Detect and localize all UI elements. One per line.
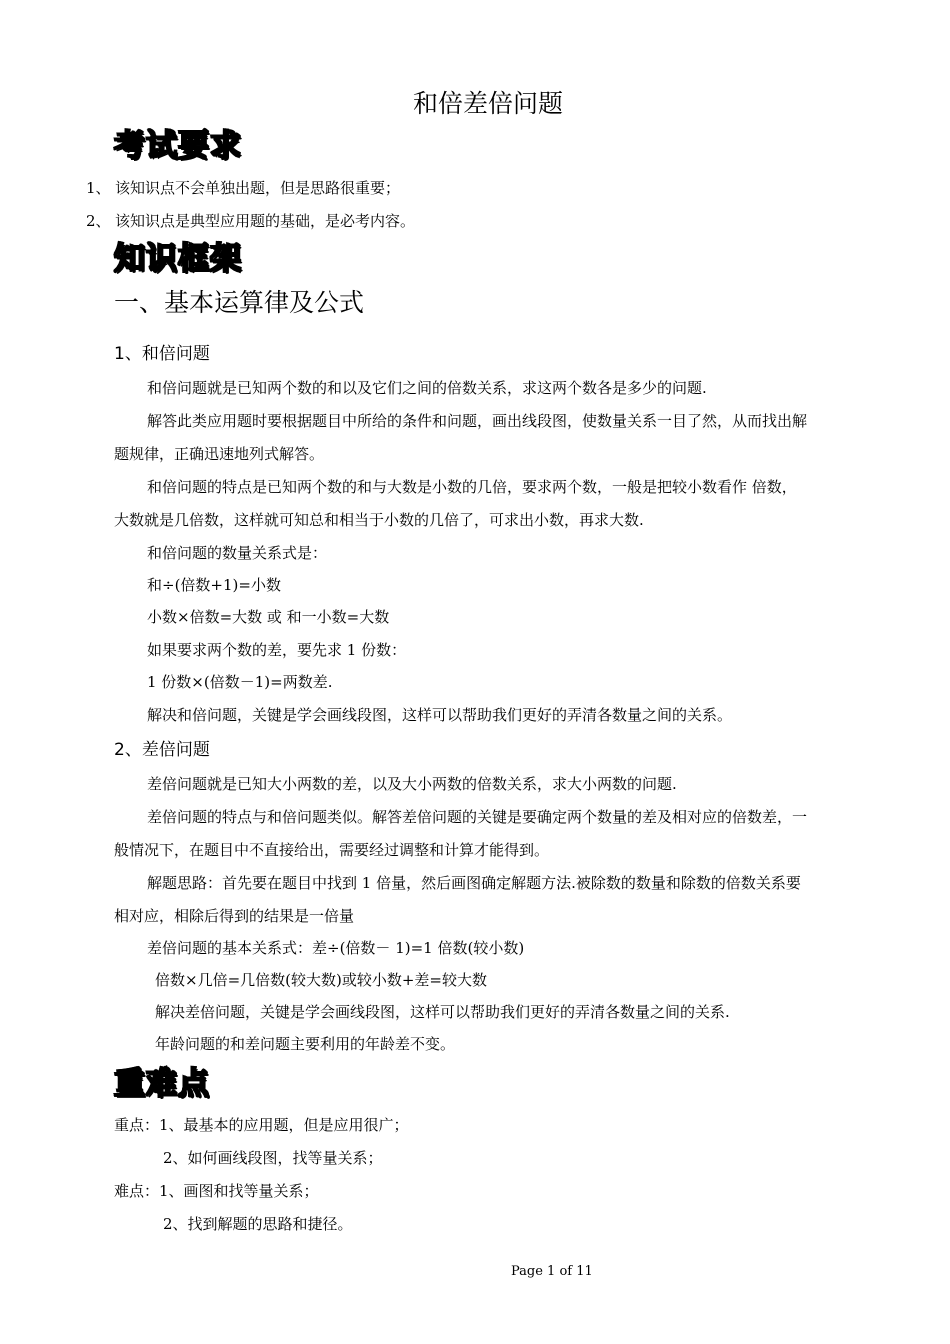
text-line: 如果要求两个数的差，要先求 1 份数： <box>147 641 407 659</box>
text-line: 差倍问题就是已知大小两数的差，以及大小两数的倍数关系，求大小两数的问题. <box>147 775 677 793</box>
page-footer: Page 1 of 11 <box>511 1264 593 1279</box>
text-line: 和倍问题就是已知两个数的和以及它们之间的倍数关系，求这两个数各是多少的问题. <box>147 379 707 397</box>
text-line: 相对应，相除后得到的结果是一倍量 <box>114 907 355 925</box>
text-line: 题规律，正确迅速地列式解答。 <box>114 445 325 463</box>
formula-line: 1 份数×(倍数－1)=两数差. <box>147 673 333 691</box>
key-point-line: 2、如何画线段图，找等量关系； <box>163 1149 383 1167</box>
subheading-sum-multiple: 1、和倍问题 <box>114 344 210 364</box>
text-line: 年龄问题的和差问题主要利用的年龄差不变。 <box>155 1035 456 1053</box>
text-line: 解答此类应用题时要根据题目中所给的条件和问题，画出线段图，使数量关系一目了然，从而找出解 <box>147 412 808 430</box>
text-line: 和倍问题的数量关系式是： <box>147 544 328 562</box>
text-line: 解决差倍问题，关键是学会画线段图，这样可以帮助我们更好的弄清各数量之间的关系. <box>155 1003 730 1021</box>
text-line: 解题思路：首先要在题目中找到 1 倍量，然后画图确定解题方法.被除数的数量和除数的倍数关系要 <box>147 874 801 892</box>
text-line: 和倍问题的特点是已知两个数的和与大数是小数的几倍，要求两个数，一般是把较小数看作 倍数， <box>147 478 797 496</box>
text-line: 解决和倍问题，关键是学会画线段图，这样可以帮助我们更好的弄清各数量之间的关系。 <box>147 706 733 724</box>
formula-line: 小数×倍数=大数 或 和一小数=大数 <box>147 608 390 626</box>
exam-item-1-num: 1、 <box>86 179 111 197</box>
section-exam-requirements: 考试要求 <box>114 128 242 164</box>
page-title: 和倍差倍问题 <box>413 89 564 118</box>
key-point-line: 难点：1、画图和找等量关系； <box>114 1182 319 1200</box>
section-knowledge-framework: 知识框架 <box>114 241 242 277</box>
text-line: 大数就是几倍数，这样就可知总和相当于小数的几倍了，可求出小数，再求大数. <box>114 511 644 529</box>
text-line: 般情况下，在题目中不直接给出，需要经过调整和计算才能得到。 <box>114 841 550 859</box>
exam-item-2-num: 2、 <box>86 212 111 230</box>
heading-basic-rules: 一、基本运算律及公式 <box>114 288 365 317</box>
formula-line: 和÷(倍数+1)=小数 <box>147 576 281 594</box>
key-point-line: 重点：1、最基本的应用题，但是应用很广； <box>114 1116 409 1134</box>
formula-line: 差倍问题的基本关系式：差÷(倍数－ 1)=1 倍数(较小数) <box>147 939 525 957</box>
key-point-line: 2、找到解题的思路和捷径。 <box>163 1215 353 1233</box>
exam-item-1-text: 该知识点不会单独出题，但是思路很重要； <box>115 179 401 197</box>
text-line: 差倍问题的特点与和倍问题类似。解答差倍问题的关键是要确定两个数量的差及相对应的倍数差，一 <box>147 808 808 826</box>
subheading-difference-multiple: 2、差倍问题 <box>114 740 210 760</box>
formula-line: 倍数×几倍=几倍数(较大数)或较小数+差=较大数 <box>155 971 487 989</box>
section-key-points: 重难点 <box>114 1066 210 1102</box>
exam-item-2-text: 该知识点是典型应用题的基础，是必考内容。 <box>115 212 416 230</box>
